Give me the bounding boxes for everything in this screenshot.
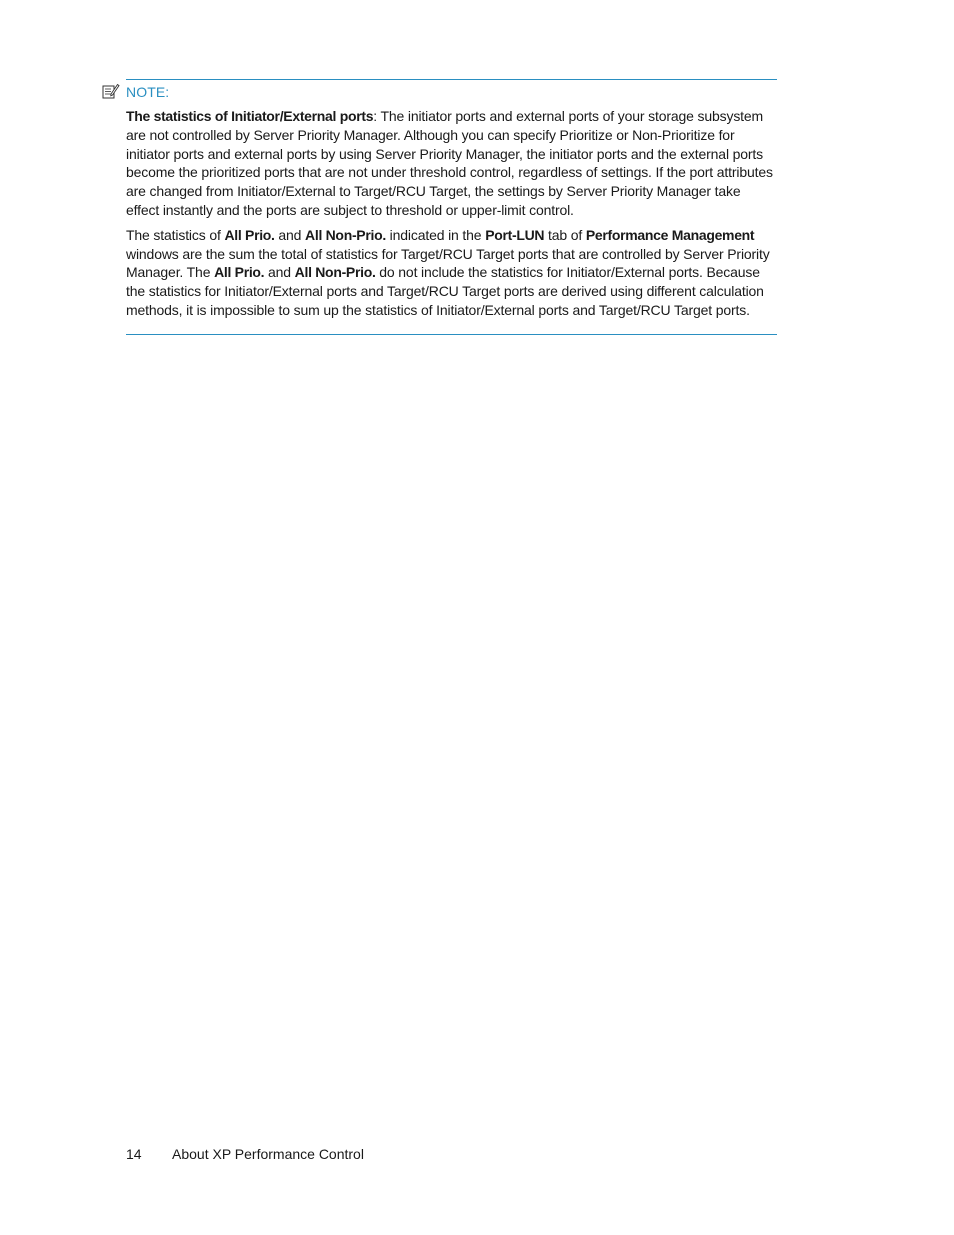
note-label: NOTE:: [126, 84, 170, 100]
note-paragraph-2-text-2: and: [274, 226, 306, 243]
note-paragraph-2: [126, 226, 777, 320]
page-footer: [126, 1145, 364, 1163]
note-paragraph-2-bold-5: All Prio.: [214, 264, 265, 281]
note-paragraph-2-text-7: do not include the statistics for Initiator/External ports. Because the statistics for Initiator/External ports and Target/RCU Target ports are derived using different calculation methods, it is impossible to sum up the statistics of Initiator/External ports and Target/RCU Target ports.: [126, 264, 764, 318]
page-number: 14: [126, 1146, 142, 1162]
note-box: [126, 79, 777, 335]
note-paragraph-2-bold-2: All Non-Prio.: [305, 226, 386, 243]
note-paragraph-2-text-1: The statistics of: [126, 226, 225, 243]
note-paragraph-1-text-1: : The initiator ports and external ports of your storage subsystem are not controlled by Server Priority Manager. Although you can specify Prioritize or Non-Prioritize for initiator ports and external ports by using Server Priority Manager, the initiator ports and the external ports become the prioritized ports that are not under threshold control, regardless of settings. If the port attributes are changed from Initiator/External to Target/RCU Target, the settings by Server Priority Manager take effect instantly and the ports are subject to threshold or upper-limit control.: [126, 108, 773, 218]
note-paragraph-2-bold-3: Port-LUN: [485, 226, 545, 243]
note-paragraph-2-bold-4: Performance Management: [585, 226, 755, 243]
note-paragraph-2-bold-1: All Prio.: [224, 226, 275, 243]
footer-section-title: About XP Performance Control: [172, 1146, 364, 1162]
note-paragraph-1-bold-1: The statistics of Initiator/External ports: [126, 108, 374, 124]
note-pencil-icon: [102, 83, 120, 99]
note-paragraph-2-text-4: tab of: [544, 226, 586, 243]
note-paragraph-2-bold-6: All Non-Prio.: [294, 264, 376, 281]
note-paragraph-2-text-6: and: [264, 264, 295, 281]
note-paragraph-2-text-5: windows are the sum the total of statistics for Target/RCU Target ports that are controlled by Server Priority Manager. The: [126, 245, 770, 281]
note-paragraph-2-text-3: indicated in the: [385, 226, 486, 243]
note-paragraph-1: [126, 107, 777, 220]
